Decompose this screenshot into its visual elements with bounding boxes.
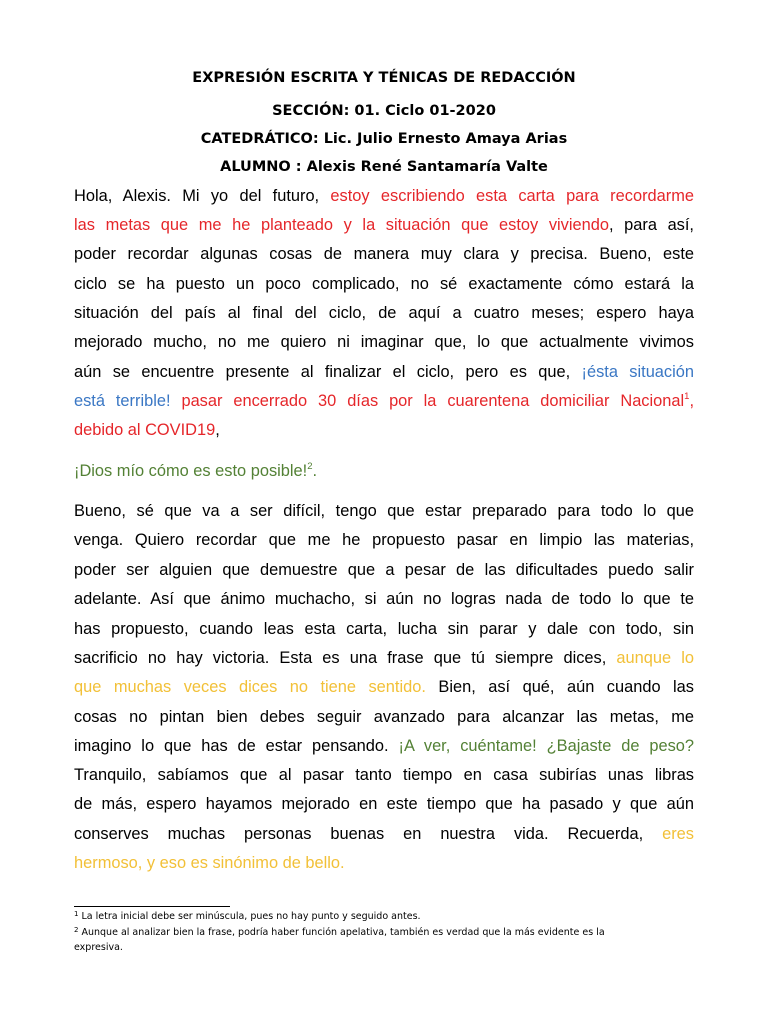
highlight-yellow: hermoso, y eso es sinónimo de bello.	[74, 854, 345, 872]
paragraph3-line4: adelante. Así que ánimo muchacho, si aún no logras nada de todo lo que te	[74, 590, 694, 608]
paragraph1-line5: situación del país al final del ciclo, de aquí a cuatro meses; espero haya	[74, 304, 694, 322]
text-run: Bien, así qué, aún cuando las	[425, 678, 694, 696]
section-line: SECCIÓN: 01. Ciclo 01-2020	[272, 103, 496, 119]
text-run: sacrificio no hay victoria. Esta es una frase que tú siempre dices,	[74, 649, 617, 667]
paragraph1-line2	[74, 211, 694, 240]
document-title: EXPRESIÓN ESCRITA Y TÉNICAS DE REDACCIÓN	[192, 70, 576, 86]
highlight-red: ,	[689, 392, 694, 410]
footnote-2	[74, 925, 694, 940]
professor-line: CATEDRÁTICO: Lic. Julio Ernesto Amaya Arias	[200, 131, 568, 147]
highlight-yellow: que muchas veces dices no tiene sentido.	[74, 678, 426, 696]
highlight-green: ¡A ver, cuéntame! ¿Bajaste de peso?	[398, 737, 695, 755]
highlight-blue: ¡ésta situación	[581, 363, 694, 381]
text-run: ,	[215, 421, 220, 439]
footnote-ref-2[interactable]: 2	[307, 461, 313, 472]
paragraph2-line	[74, 457, 694, 486]
text-run: aún se encuentre presente al finalizar el ciclo, pero es que,	[74, 363, 582, 381]
paragraph1-line6: mejorado mucho, no me quiero ni imaginar que, lo que actualmente vivimos	[74, 333, 694, 351]
footnote-text: expresiva.	[74, 942, 123, 953]
paragraph1-line9	[74, 416, 694, 445]
paragraph3-line6	[74, 644, 694, 673]
highlight-yellow: aunque lo	[616, 649, 694, 667]
footnote-number: 2	[74, 926, 79, 934]
text-run: imagino lo que has de estar pensando.	[74, 737, 399, 755]
footnote-divider	[74, 906, 230, 907]
footnote-ref-1[interactable]: 1	[684, 391, 690, 402]
text-run: , para así,	[608, 216, 694, 234]
highlight-red: debido al COVID19	[74, 421, 216, 439]
paragraph3-line3: poder ser alguien que demuestre que a pesar de las dificultades puedo salir	[74, 561, 694, 579]
paragraph1-line8	[74, 387, 694, 416]
highlight-red: pasar encerrado 30 días por la cuarentena domiciliar Nacional	[170, 392, 685, 410]
highlight-red: las metas que me he planteado y la situación que estoy viviendo	[74, 216, 609, 234]
student-line: ALUMNO : Alexis René Santamaría Valte	[220, 159, 548, 175]
paragraph1-line3: poder recordar algunas cosas de manera muy clara y precisa. Bueno, este	[74, 245, 694, 263]
paragraph3-line10: Tranquilo, sabíamos que al pasar tanto tiempo en casa subirías unas libras	[74, 766, 694, 784]
footnote-1	[74, 909, 694, 924]
paragraph3-line13	[74, 849, 694, 878]
paragraph3-line1: Bueno, sé que va a ser difícil, tengo que estar preparado para todo lo que	[74, 502, 694, 520]
paragraph1-line4: ciclo se ha puesto un poco complicado, no sé exactamente cómo estará la	[74, 275, 694, 293]
highlight-blue: está terrible!	[74, 392, 171, 410]
paragraph1-line7	[74, 358, 694, 387]
paragraph3-line8: cosas no pintan bien debes seguir avanzado para alcanzar las metas, me	[74, 708, 694, 726]
footnote-text: Aunque al analizar bien la frase, podría haber función apelativa, también es verdad que la más evidente es la	[78, 927, 605, 938]
paragraph3-line5: has propuesto, cuando leas esta carta, lucha sin parar y dale con todo, sin	[74, 620, 694, 638]
paragraph3-line9	[74, 732, 694, 761]
footnote-2-continued	[74, 940, 694, 955]
text-run: Hola, Alexis. Mi yo del futuro,	[74, 187, 331, 205]
paragraph3-line2: venga. Quiero recordar que me he propuesto pasar en limpio las materias,	[74, 531, 694, 549]
paragraph3-line12	[74, 820, 694, 849]
highlight-yellow: eres	[662, 825, 694, 843]
footnote-text: La letra inicial debe ser minúscula, pues no hay punto y seguido antes.	[78, 911, 421, 922]
text-run: conserves muchas personas buenas en nuestra vida. Recuerda,	[74, 825, 663, 843]
paragraph3-line11: de más, espero hayamos mejorado en este tiempo que ha pasado y que aún	[74, 795, 694, 813]
paragraph3-line7	[74, 673, 694, 702]
highlight-red: estoy escribiendo esta carta para recordarme	[330, 187, 694, 205]
highlight-green: .	[312, 462, 318, 480]
footnote-number: 1	[74, 910, 79, 918]
highlight-green: ¡Dios mío cómo es esto posible!	[74, 462, 308, 480]
paragraph1-line1	[74, 182, 694, 211]
